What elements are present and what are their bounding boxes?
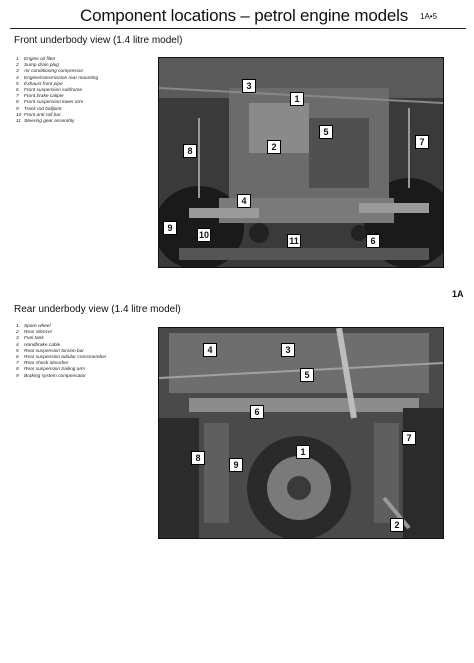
front-legend [16, 57, 98, 125]
page-number: 1A•5 [420, 12, 438, 21]
legend-item: 11 Steering gear assembly [16, 119, 75, 125]
legend-item: 5 Exhaust front pipe [16, 81, 63, 87]
callout-5: 5 [300, 368, 314, 382]
legend-item: 7 Front brake caliper [16, 94, 64, 100]
legend-item: 9 Track rod balljoint [16, 106, 62, 112]
callout-7: 7 [402, 431, 416, 445]
callout-4: 4 [203, 343, 217, 357]
legend-item: 3 Fuel tank [16, 336, 44, 342]
callout-4: 4 [237, 194, 251, 208]
legend-item: 6 Rear suspension tubular crossmember [16, 355, 107, 361]
rear-section-heading: Rear underbody view (1.4 litre model) [14, 304, 181, 315]
callout-3: 3 [281, 343, 295, 357]
legend-item: 8 Front suspension lower arm [16, 100, 84, 106]
callout-6: 6 [250, 405, 264, 419]
front-underbody-photo [158, 57, 444, 268]
callout-9: 9 [163, 221, 177, 235]
section-marker: 1A [452, 289, 464, 299]
legend-item: 4 Engine/transmission rear mounting [16, 75, 99, 81]
legend-item: 9 Braking system compensator [16, 373, 86, 379]
legend-item: 10 Front anti-roll bar [16, 112, 61, 118]
callout-6: 6 [366, 234, 380, 248]
callout-3: 3 [242, 79, 256, 93]
callout-10: 10 [198, 230, 209, 240]
rear-legend [16, 324, 106, 380]
legend-item: 2 Rear silencer [16, 330, 53, 336]
callout-7: 7 [415, 135, 429, 149]
legend-item: 4 Handbrake cable [16, 342, 61, 348]
legend-item: 8 Rear suspension trailing arm [16, 367, 86, 373]
legend-item: 5 Rear suspension torsion bar [16, 348, 84, 354]
callout-9: 9 [229, 458, 243, 472]
legend-item: 2 Sump drain plug [16, 63, 59, 69]
page-title: Component locations – petrol engine models [80, 6, 409, 25]
callout-2: 2 [267, 140, 281, 154]
callout-8: 8 [183, 144, 197, 158]
callout-8: 8 [191, 451, 205, 465]
legend-item: 3 Air conditioning compressor [16, 69, 84, 75]
callout-1: 1 [296, 445, 310, 459]
header-rule [10, 28, 466, 29]
legend-item: 7 Rear shock absorber [16, 361, 69, 367]
callout-2: 2 [390, 518, 404, 532]
callout-1: 1 [290, 92, 304, 106]
legend-item: 1 Engine oil filter [16, 57, 56, 62]
rear-underbody-photo [158, 327, 444, 539]
legend-item: 1 Spare wheel [16, 324, 51, 329]
callout-5: 5 [319, 125, 333, 139]
callout-11: 11 [287, 234, 301, 248]
rear-underbody-illustration [159, 328, 443, 538]
legend-item: 6 Front suspension subframe [16, 88, 83, 94]
front-section-heading: Front underbody view (1.4 litre model) [14, 35, 183, 46]
